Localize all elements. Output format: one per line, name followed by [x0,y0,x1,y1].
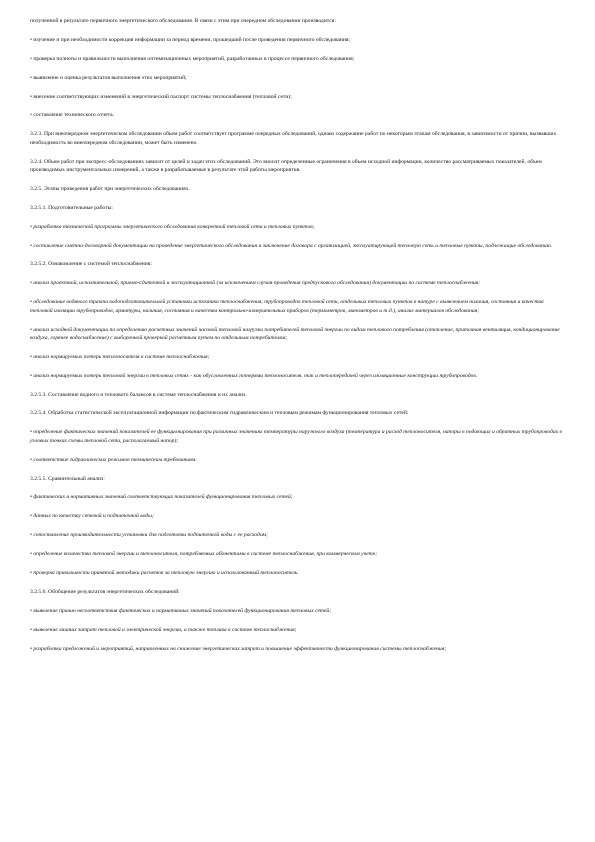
list-item: • анализ нормируемых потерь тепловой энергии в тепловых сетях - как обусловленных потерями теплоносителя, так и теплопередачей через изоляционные конструкции трубопроводов. [30,372,478,379]
list-item: • составление сметно-договорной документации на проведение энергетического обследования и заключение договора с организацией, эксплуатирующей тепловую сеть и тепловые пункты, подлежащие обследованию. [30,242,553,249]
list-item: • выявление и оценка результатов выполнения этих мероприятий; [30,74,187,81]
section-heading-3-2-5-4: 3.2.5.4. Обработка статистической эксплуатационной информации по фактическим гидравлическим и тепловым режимам функционирования тепловых сетей: [30,410,409,417]
paragraph-intro: полученной в результате первичного энергетического обследования. В связи с этим при очередном обследовании производится: [30,18,336,24]
list-item: • проверка правильности принятой методики расчетов за тепловую энергию и использованный теплоноситель. [30,570,299,576]
list-item: • фактических и нормативных значений соответствующих показателей функционирования тепловых сетей; [30,494,293,501]
list-item: • анализ исходной документации по определению расчетных значений часовой тепловой нагрузки потребителей тепловой энергии по видам теплового потребления (отопление, приточная вентиляция, кондиционирование воздуха, горячее водоснабжение) с выборочной проверкой расчетным путем по отдельным потребителям; [30,326,560,341]
list-item: • разработка технической программы энергетического обследования конкретной тепловой сети и тепловых пунктов; [30,223,315,230]
list-item: • составление технического отчета. [30,112,114,119]
list-item: • анализ нормируемых потерь теплоносителя в системе теплоснабжения; [30,353,210,360]
list-item: • анализ проектной, исполнительной, приемо-сдаточной и эксплуатационной (за исключением случая проведения предпускового обследования) документации по системе теплоснабжения; [30,280,481,287]
list-item: • выявление лишних затрат тепловой и электрической энергии, а также топлива в системе теплоснабжения; [30,626,297,633]
section-heading-3-2-5-2: 3.2.5.2. Ознакомление с системой теплоснабжения: [30,261,152,268]
section-heading-3-2-5-1: 3.2.5.1. Подготовительные работы: [30,204,113,211]
list-item: • сопоставление производительности установки для подготовки подпиточной воды с ее расходом; [30,532,268,539]
list-item: • выявление причин несоответствия фактических и нормативных значений показателей функционирования тепловых сетей; [30,607,332,614]
list-item: • определение фактических значений показателей ее функционирования при различных значениях температуры наружного воздуха (температура и расход теплоносителя, напоры в подающих и обратных трубопроводах в узловых точках схемы тепловой сети, располагаемый напор); [30,429,562,444]
list-item: • разработка предложений и мероприятий, направленных на снижение энергетических затрат и повышение эффективности функционирования системы теплоснабжения; [30,645,447,652]
section-heading-3-2-5-3: 3.2.5.3. Составление водного и теплового балансов в системе теплоснабжения и их анализ. [30,391,247,398]
paragraph-3-2-3: 3.2.3. При внеочередном энергетическом обследовании объем работ соответствует программе очередных обследований, однако содержание работ по некоторым этапам обследования, в зависимости от причин, вызвавших необходимость во внеочередном обследовании, может быть изменено. [30,131,557,146]
list-item: • обследование водяного тракта водоподготовительной установки источника теплоснабжения, трубопроводов тепловой сети, отдельных тепловых пунктов в натуре с выявлением наличия, состояния и качества тепловой изоляции трубопроводов, арматуры, наличия, состояния и качества контрольно-измерительных приборов (термометров, манометров и т.д.), анализ материалов обследования; [30,299,544,314]
list-item: • проверка полноты и правильности выполнения оптимизационных мероприятий, разработанных в процессе первичного обследования; [30,55,355,62]
list-item: • внесение соответствующих изменений в энергетический паспорт системы теплоснабжения (тепловой сети); [30,93,292,100]
section-heading-3-2-5-5: 3.2.5.5. Сравнительный анализ: [30,475,105,482]
list-item: • изучение и при необходимости коррекция информации за период времени, прошедший после проведения первичного обследования; [30,36,350,43]
document-page [30,17,565,663]
section-heading-3-2-5: 3.2.5. Этапы проведения работ при энергетических обследованиях. [30,185,190,192]
list-item: • данных по качеству сетевой и подпиточной воды; [30,513,154,520]
list-item: • соответствие гидравлических режимов техническим требованиям. [30,456,197,463]
paragraph-3-2-4: 3.2.4. Объем работ при экспресс-обследованиях зависит от целей и задач этих обследований. Это вносит определенные ограничения в объем исходной информации, количество рассматриваемых показателей, объем производимых инструментальных измерений, а также в разрабатываемые в результате этой работы мероприятия. [30,158,542,174]
section-heading-3-2-5-6: 3.2.5.6. Обобщение результатов энергетических обследований: [30,588,180,595]
list-item: • определение количества тепловой энергии и теплоносителя, потребляемых абонентами в системе теплоснабжения, при коммерческом учете; [30,551,378,558]
